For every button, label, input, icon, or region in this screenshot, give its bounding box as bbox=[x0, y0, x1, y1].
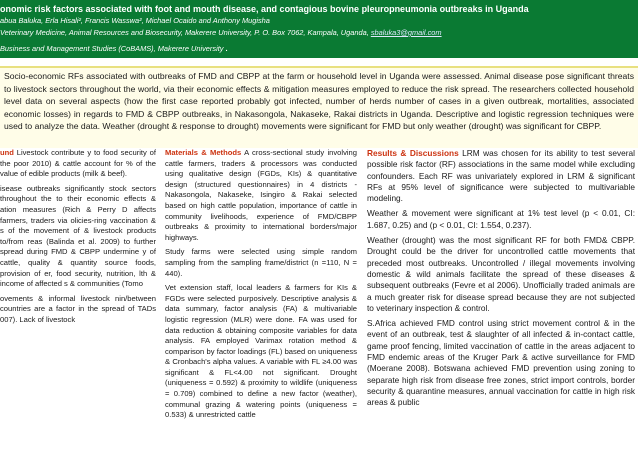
author-list: abua Baluka, Erla Hisali², Francis Wasswa², Michael Ocaido and Anthony Mugisha bbox=[0, 16, 270, 25]
poster-header bbox=[0, 0, 638, 58]
poster-title: onomic risk factors associated with foot and mouth disease, and contagious bovine pleuropneumonia outbreaks in Uganda bbox=[0, 4, 529, 14]
column-results bbox=[367, 148, 635, 451]
background-heading: und bbox=[0, 148, 14, 157]
results-text-1: LRM was chosen for its ability to test several possible risk factor (RF) associations in the same model while excluding confounders. Each RF was univariately explored in LRM & significant RFs at 95% level of significance were subjected to multivariable modeling. bbox=[367, 148, 635, 204]
affiliation-business-text: Business and Management Studies (CoBAMS), Makerere University bbox=[0, 44, 224, 53]
results-paragraph-2: Weather & movement were significant at 1% test level (p < 0.01, CI: 1.687, 0.25) and (p < 0.01, CI: 1.554, 0.237). bbox=[367, 208, 635, 230]
background-text-1: y to food security of the poor 2010) & cattle account for % of the value of edible products (milk & beef). bbox=[0, 148, 156, 179]
abstract-text: Socio-economic RFs associated with outbreaks of FMD and CBPP at the farm or household level in Uganda were assessed. Animal disease pose significant threats to livestock sectors throughout the world, via their economic effects & mitigation measures employed to reduce the risk spread. The researchers collected household level data on several aspects (how the first case reported probably got infected, number of herds number of cases in a given outbreak, mortalities, associated economic losses) in regards to FMD & CBPP outbreaks, in Nakasongola, Nakaseke, Rakai districts in Uganda. Descriptive and logistic regression techniques were used to analyze the data. Weather (drought & response to drought) movements were significant for FMD but only weather (drought) was significant for CBPP. bbox=[4, 71, 634, 132]
email-link[interactable]: sbaluka3@gmail.com bbox=[370, 28, 442, 37]
background-heading-tail: Livestock contribute bbox=[13, 148, 85, 157]
methods-paragraph-3: Vet extension staff, local leaders & farmers for KIs & FGDs were selected purposively. Descriptive analysis & data summary, factor analysis (FA) & multivariable logistic regression (MLR) were done. FA was used for data reduction & obtaining composite variables for data analysis. FA employed Varimax rotation method & comparison by factor loadings (FL) based on uniqueness & Cronbach's alpha values. A variable with FL ≥4.00 was significant & FL<4.00 not significant. Drought (uniqueness = 0.592) & proximity to wildlife (uniqueness = 0.709) combined to define a new factor (weather), communal grazing & watering points (uniqueness = 0.533) & unrestricted cattle bbox=[165, 283, 357, 420]
affiliation-vet-text: Veterinary Medicine, Animal Resources and Biosecurity, Makerere University, P. O. Box 7062, Kampala, Uganda, bbox=[0, 28, 369, 37]
background-paragraph-3: ovements & informal livestock nin/between countries are a factor in the spread of TADs 007). Lack of livestock bbox=[0, 293, 156, 324]
affiliation-vet bbox=[0, 28, 442, 37]
results-heading: Results & Discussions bbox=[367, 148, 459, 158]
methods-heading: Materials & Methods bbox=[165, 148, 242, 157]
methods-paragraph-2: Study farms were selected using simple random sampling from the sampling frame/district (n =110, N = 440). bbox=[165, 247, 357, 278]
methods-text-1: A cross-sectional study involving cattle farmers, traders & processors was conducted using qualitative design (FGDs, KIs) & quantitative design (structured questionnaires) in 4 districts - Nakasongola, Nakaseke, Isingiro & Rakai selected based on high cattle population, importance of cattle in community livelihoods, experience of FMD/CBPP outbreaks & proximity to international borders/major highways. bbox=[165, 148, 357, 242]
background-paragraph-1 bbox=[0, 148, 156, 180]
results-paragraph-3: Weather (drought) was the most significant RF for both FMD& CBPP. Drought could be the driver for uncontrolled cattle movements that preceded most outbreaks. Uncontrolled / illegal movements involving domestic & wild animals facilitate the spread of these diseases & subsequent outbreaks (Fevre et al 2006). Unofficially traded animals are a much greater risk for disease spread because they are not subjected to veterinary inspection & control. bbox=[367, 235, 635, 313]
background-paragraph-2: isease outbreaks significantly stock sectors throughout the to their economic effects & ation measures (Rich & Perry D affects farmers, traders via olicies-ring vaccination & s of the movement of & livestock products to/from reas (Balinda et al. 2009) to further spread during FMD & CBPP undermine y of cattle, quality & quantity source foods, provision of er, food security, nutrition, lth & income of affected s & communities (Tomo bbox=[0, 183, 156, 289]
methods-paragraph-1 bbox=[165, 148, 357, 243]
column-background bbox=[0, 148, 156, 451]
column-methods bbox=[165, 148, 357, 451]
abstract-box bbox=[0, 66, 638, 148]
results-paragraph-4: S.Africa achieved FMD control using strict movement control & in the event of an outbreak, test & slaughter of all infected & in-contact cattle, game proof fencing, limited vaccination of cattle in the areas adjacent to FMD endemic areas of the Kruger Park & active surveillance for FMD (Moerane 2008). Botswana achieved FMD prevention using zoning to separate high risk from disease free zones, strict import controls, border security & quarantine measures, annual vaccination for cattle in high risk areas & public bbox=[367, 318, 635, 408]
results-paragraph-1 bbox=[367, 148, 635, 204]
affiliation-business: Business and Management Studies (CoBAMS), Makerere University . bbox=[0, 44, 228, 53]
